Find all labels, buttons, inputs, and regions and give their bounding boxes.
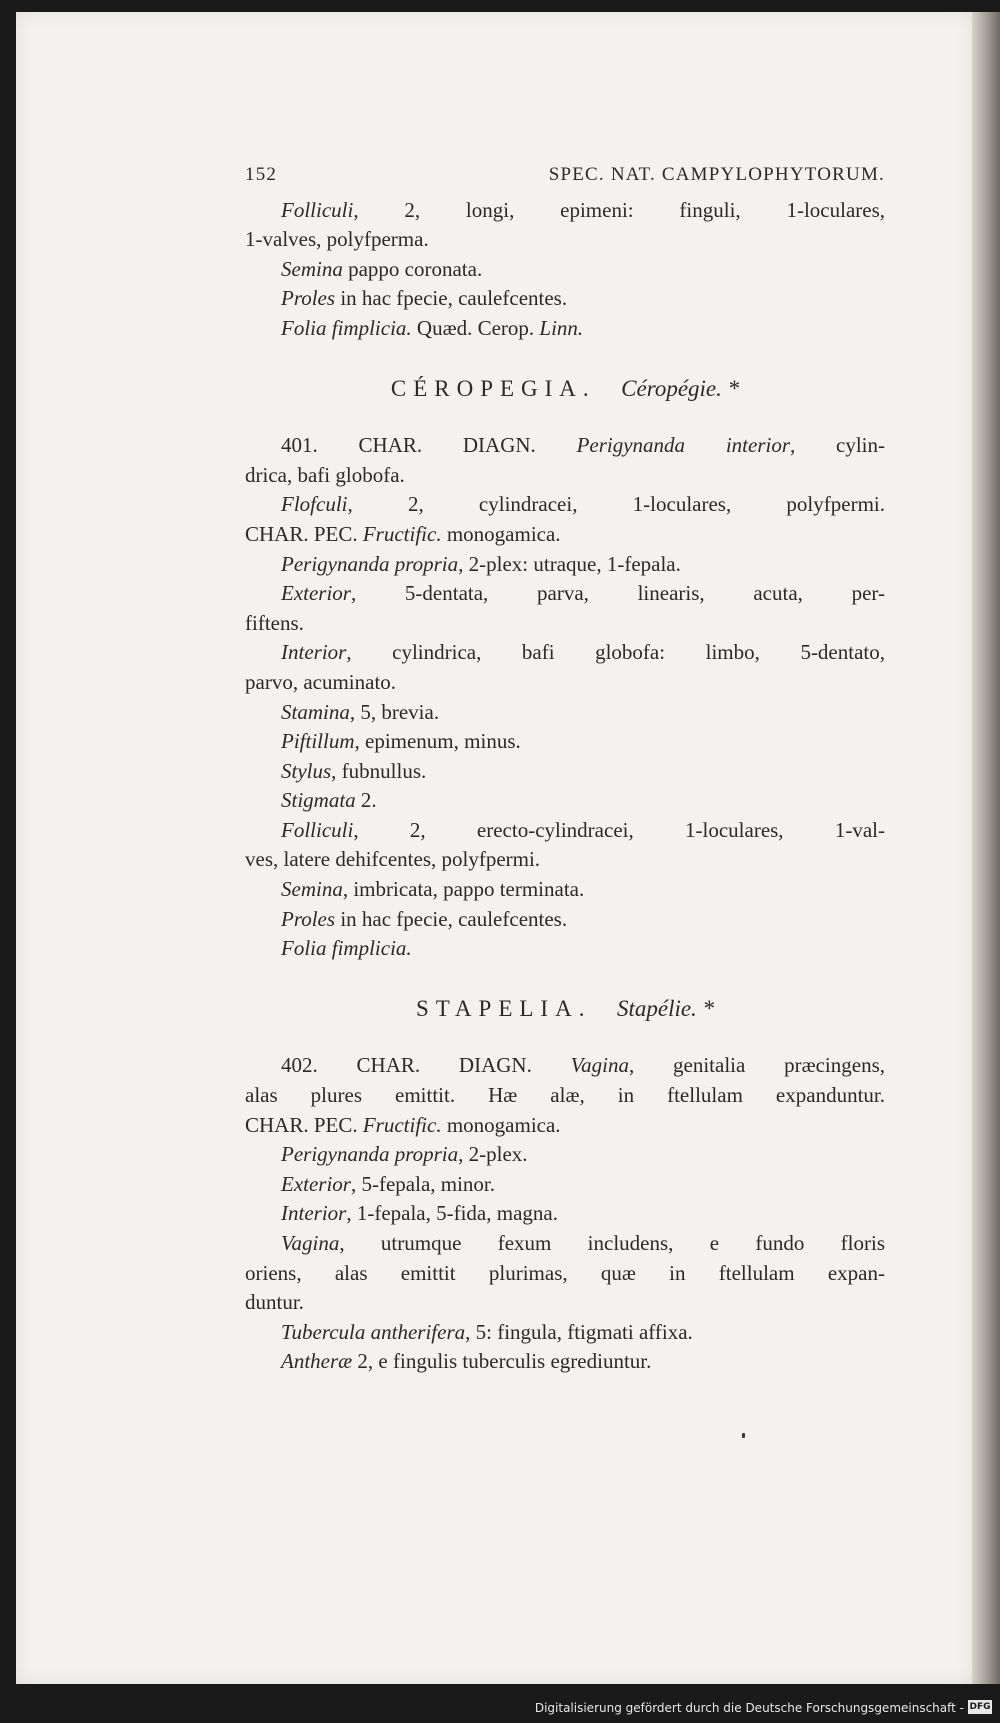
text-line: ves, latere dehifcentes, polyfpermi. [245,847,541,872]
funding-credit: Digitalisierung gefördert durch die Deutsche Forschungsgemeinschaft - [534,1701,964,1715]
text-line: Piftillum, epimenum, minus. [281,729,521,754]
text-line: Flofculi, 2, cylindracei, 1-loculares, polyfpermi. [281,492,885,517]
text-line: Proles in hac fpecie, caulefcentes. [281,286,568,311]
text-line: fiftens. [245,610,304,635]
text-line: CHAR. PEC. Fructific. monogamica. [245,1112,561,1137]
text-line: CHAR. PEC. Fructific. monogamica. [245,521,561,546]
text-line: duntur. [245,1290,304,1315]
text-line: Stylus, fubnullus. [281,758,427,783]
text-line: Interior, cylindrica, bafi globofa: limbo, 5-dentato, [281,640,885,665]
text-line: 1-valves, polyfperma. [245,227,429,252]
page-edge [972,12,1000,1684]
text-line: Antheræ 2, e fingulis tuberculis egrediuntur. [281,1349,652,1374]
page-number: 152 [245,164,278,185]
text-line: Stigmata 2. [281,788,377,813]
text-line: Folliculi, 2, erecto-cylindracei, 1-loculares, 1-val- [281,817,885,842]
ink-speck [742,1433,745,1438]
text-line: drica, bafi globofa. [245,462,405,487]
text-line: Exterior, 5-dentata, parva, linearis, acuta, per- [281,581,885,606]
text-line: Folliculi, 2, longi, epimeni: finguli, 1-loculares, [281,197,885,222]
section-title-ceropegia: CÉROPEGIA. Céropégie. * [390,375,740,401]
text-line: Tubercula antherifera, 5: fingula, ftigmati affixa. [281,1319,693,1344]
text-line: 401. CHAR. DIAGN. Perigynanda interior, cylin- [281,433,886,458]
running-header [245,160,885,190]
text-line: Folia fimplicia. Quæd. Cerop. Linn. [281,315,584,340]
text-line: Semina pappo coronata. [281,256,483,281]
text-line: oriens, alas emittit plurimas, quæ in ftellulam expan- [245,1260,885,1285]
text-line: Stamina, 5, brevia. [281,699,440,724]
text-line: alas plures emittit. Hæ alæ, in ftellulam expanduntur. [245,1083,885,1108]
text-line: Perigynanda propria, 2-plex: utraque, 1-fepala. [281,551,681,576]
running-title: SPEC. NAT. CAMPYLOPHYTORUM. [548,164,885,185]
page-text [245,160,885,1377]
text-line: Exterior, 5-fepala, minor. [281,1171,496,1196]
footer-bar [0,1693,1000,1723]
dfg-logo: DFG [969,1702,991,1712]
text-line: Perigynanda propria, 2-plex. [281,1142,528,1167]
section-title-stapelia: STAPELIA. Stapélie. * [415,995,715,1021]
text-line: parvo, acuminato. [245,669,397,694]
text-line: Interior, 1-fepala, 5-fida, magna. [281,1201,558,1226]
text-line: Semina, imbricata, pappo terminata. [281,877,585,902]
text-line: 402. CHAR. DIAGN. Vagina, genitalia præcingens, [281,1053,885,1078]
text-line: Folia fimplicia. [281,936,412,961]
text-line: Proles in hac fpecie, caulefcentes. [281,906,568,931]
text-line: Vagina, utrumque fexum includens, e fundo floris [281,1231,885,1255]
